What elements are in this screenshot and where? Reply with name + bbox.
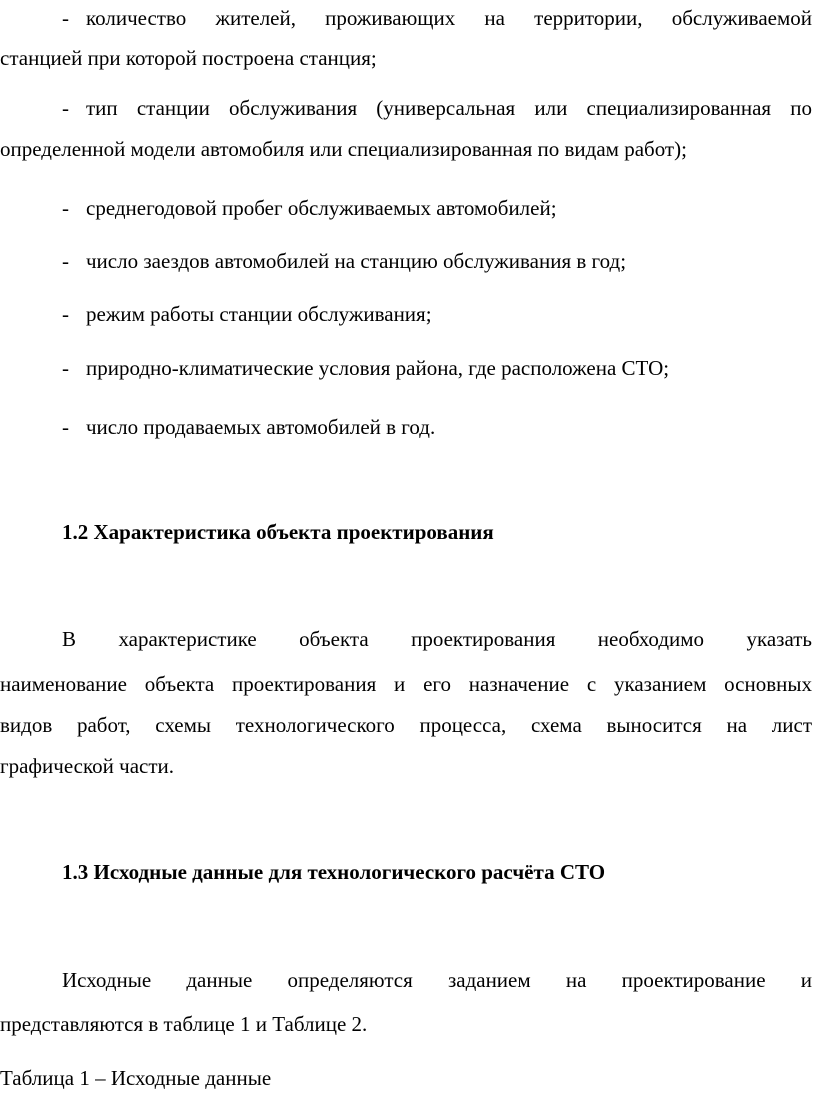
bullet-item-7 [0,414,816,440]
bullet-marker: - [62,196,69,220]
bullet-item-1-line-1 [0,5,812,31]
bullet-item-1-line-2: станцией при которой построена станция; [0,46,377,70]
bullet-item-2-line-2: определенной модели автомобиля или специализированная по видам работ); [0,137,687,161]
bullet-text: число продаваемых автомобилей в год. [86,415,436,439]
bullet-text: среднегодовой пробег обслуживаемых автомобилей; [86,196,557,220]
bullet-item-6 [0,355,816,381]
bullet-item-4 [0,248,816,274]
paragraph-1-3-line-1: Исходные данные определяются заданием на проектирование и [62,968,812,992]
bullet-text: режим работы станции обслуживания; [86,302,432,326]
paragraph-1-2-line-1: В характеристике объекта проектирования необходимо указать [62,627,812,651]
paragraph-1-2-line-2: наименование объекта проектирования и его назначение с указанием основных [0,672,812,696]
bullet-marker: - [62,6,69,30]
bullet-marker: - [62,249,69,273]
paragraph-1-2-line-4: графической части. [0,754,174,778]
bullet-item-2-line-1 [0,95,812,121]
bullet-item-5 [0,301,816,327]
section-heading-1-2: 1.2 Характеристика объекта проектирования [62,520,494,544]
bullet-text: тип станции обслуживания (универсальная или специализированная по [86,96,812,120]
bullet-item-3 [0,195,816,221]
bullet-marker: - [62,356,69,380]
bullet-marker: - [62,415,69,439]
paragraph-1-2-line-3: видов работ, схемы технологического процесса, схема выносится на лист [0,713,812,737]
bullet-text: природно-климатические условия района, где расположена СТО; [86,356,670,380]
bullet-marker: - [62,302,69,326]
table-caption: Таблица 1 – Исходные данные [0,1066,272,1090]
paragraph-1-3-line-2: представляются в таблице 1 и Таблице 2. [0,1012,368,1036]
section-heading-1-3: 1.3 Исходные данные для технологического расчёта СТО [62,860,606,884]
bullet-marker: - [62,96,69,120]
bullet-text: число заездов автомобилей на станцию обслуживания в год; [86,249,627,273]
bullet-text: количество жителей, проживающих на территории, обслуживаемой [86,6,812,30]
